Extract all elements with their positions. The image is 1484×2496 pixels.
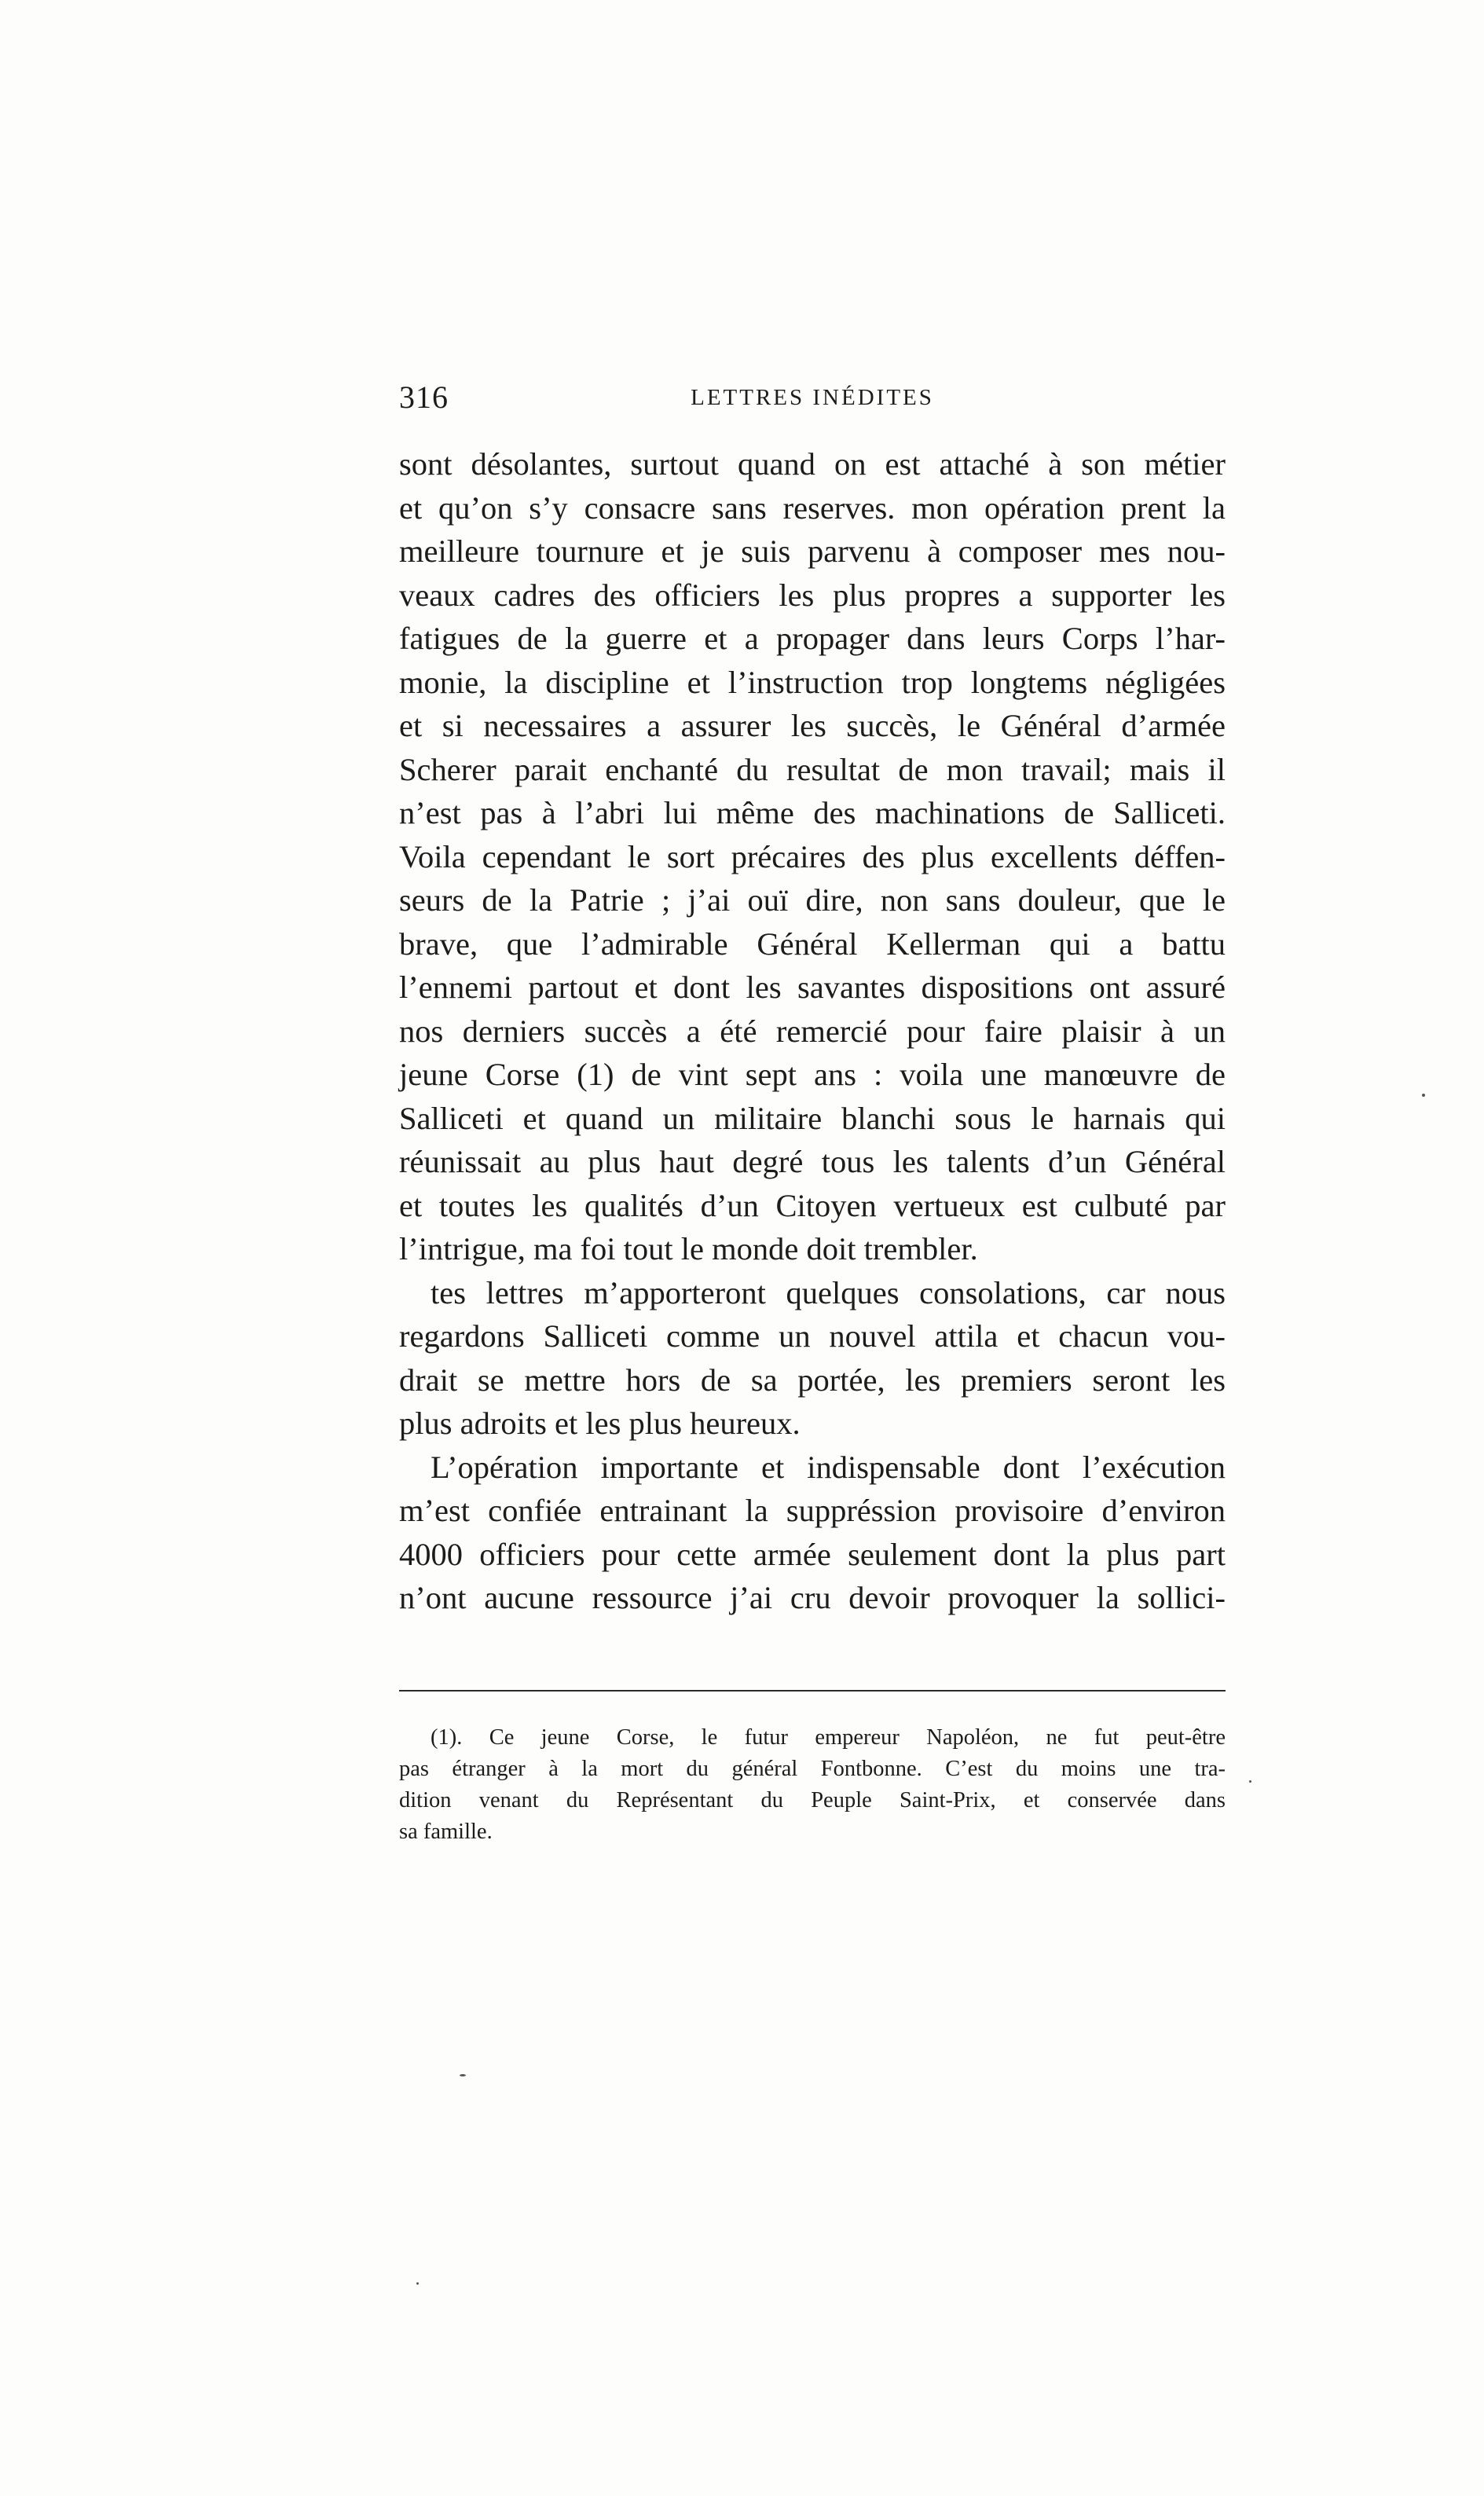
- body-line: tes lettres m’apporteront quelques consolations, car nous: [431, 1274, 1226, 1310]
- body-line: n’ont aucune ressource j’ai cru devoir provoquer la sollici-: [399, 1580, 1226, 1615]
- body-line: jeune Corse (1) de vint sept ans : voila une manœuvre de: [399, 1057, 1226, 1092]
- body-line: Salliceti et quand un militaire blanchi sous le harnais qui: [399, 1100, 1226, 1136]
- running-title: LETTRES INÉDITES: [691, 385, 934, 410]
- body-line: monie, la discipline et l’instruction trop longtems négligées: [399, 664, 1226, 700]
- paper-speck: [1422, 1094, 1425, 1097]
- body-line: et si necessaires a assurer les succès, le Général d’armée: [399, 708, 1226, 743]
- paper-speck: [1249, 1780, 1251, 1783]
- paper-speck: [416, 2282, 419, 2285]
- body-line: veaux cadres des officiers les plus propres a supporter les: [399, 577, 1226, 613]
- page-header: [399, 379, 1226, 426]
- body-line: l’ennemi partout et dont les savantes dispositions ont assuré: [399, 969, 1226, 1005]
- body-line: regardons Salliceti comme un nouvel attila et chacun vou-: [399, 1318, 1226, 1354]
- body-line: seurs de la Patrie ; j’ai ouï dire, non sans douleur, que le: [399, 882, 1226, 918]
- footnote-line: dition venant du Représentant du Peuple Saint-Prix, et conservée dans: [399, 1788, 1226, 1812]
- body-line: meilleure tournure et je suis parvenu à composer mes nou-: [399, 533, 1226, 569]
- footnote-divider: [399, 1690, 1226, 1691]
- letter-body: [399, 442, 1226, 1620]
- body-line: drait se mettre hors de sa portée, les premiers seront les: [399, 1362, 1226, 1398]
- body-line: et toutes les qualités d’un Citoyen vertueux est culbuté par: [399, 1187, 1226, 1223]
- body-line: fatigues de la guerre et a propager dans leurs Corps l’har-: [399, 621, 1226, 656]
- body-line: L’opération importante et indispensable dont l’exécution: [431, 1449, 1226, 1485]
- body-line: Scherer parait enchanté du resultat de mon travail; mais il: [399, 751, 1226, 787]
- page-number: 316: [399, 379, 449, 415]
- body-line: plus adroits et les plus heureux.: [399, 1406, 801, 1441]
- body-line: Voila cependant le sort précaires des plus excellents déffen-: [399, 838, 1226, 874]
- body-line: n’est pas à l’abri lui même des machinations de Salliceti.: [399, 795, 1226, 830]
- body-line: l’intrigue, ma foi tout le monde doit trembler.: [399, 1231, 978, 1266]
- body-line: 4000 officiers pour cette armée seulement dont la plus part: [399, 1536, 1226, 1572]
- body-line: sont désolantes, surtout quand on est attaché à son métier: [399, 446, 1226, 482]
- body-line: brave, que l’admirable Général Kellerman qui a battu: [399, 925, 1226, 962]
- footnote-line: (1). Ce jeune Corse, le futur empereur Napoléon, ne fut peut-être: [431, 1725, 1226, 1750]
- body-line: m’est confiée entrainant la suppréssion provisoire d’environ: [399, 1493, 1226, 1528]
- body-line: et qu’on s’y consacre sans reserves. mon opération prent la: [399, 489, 1226, 526]
- footnote-line: pas étranger à la mort du général Fontbonne. C’est du moins une tra-: [399, 1757, 1226, 1781]
- paper-speck: [460, 2074, 466, 2076]
- footnote: [399, 1722, 1226, 1848]
- body-line: réunissait au plus haut degré tous les talents d’un Général: [399, 1144, 1226, 1179]
- body-line: nos derniers succès a été remercié pour faire plaisir à un: [399, 1013, 1226, 1049]
- footnote-line: sa famille.: [399, 1820, 493, 1844]
